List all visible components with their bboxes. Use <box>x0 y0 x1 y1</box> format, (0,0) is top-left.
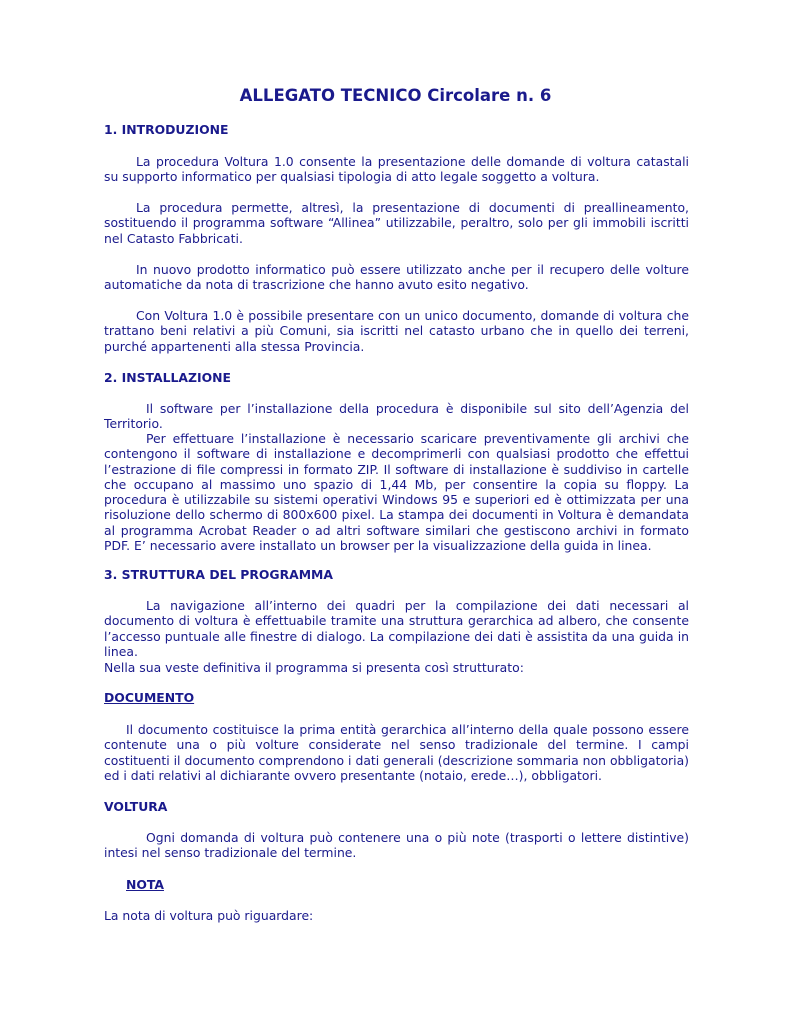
paragraph-install-1: Il software per l’installazione della procedura è disponibile sul sito dell’Agenzia del Territorio. <box>104 401 689 432</box>
heading-voltura: VOLTURA <box>104 799 168 814</box>
heading-introduzione: 1. INTRODUZIONE <box>104 122 229 137</box>
heading-nota-text: NOTA <box>126 877 164 892</box>
heading-struttura: 3. STRUTTURA DEL PROGRAMMA <box>104 567 333 582</box>
paragraph-voltura: Ogni domanda di voltura può contenere una o più note (trasporti o lettere distintive) intesi nel senso tradizionale del termine. <box>104 830 689 861</box>
paragraph-intro-1: La procedura Voltura 1.0 consente la presentazione delle domande di voltura catastali su supporto informatico per qualsiasi tipologia di atto legale soggetto a voltura. <box>104 154 689 185</box>
paragraph-nota: La nota di voltura può riguardare: <box>104 908 314 923</box>
heading-nota <box>126 877 689 892</box>
paragraph-struttura-2: Nella sua veste definitiva il programma si presenta così strutturato: <box>104 660 524 675</box>
paragraph-intro-4: Con Voltura 1.0 è possibile presentare con un unico documento, domande di voltura che trattano beni relativi a più Comuni, sia iscritti nel catasto urbano che in quello dei terreni, purché appartenenti alla stessa Provincia. <box>104 308 689 354</box>
document-title: ALLEGATO TECNICO Circolare n. 6 <box>239 86 552 105</box>
paragraph-intro-3: In nuovo prodotto informatico può essere utilizzato anche per il recupero delle volture automatiche da nota di trascrizione che hanno avuto esito negativo. <box>104 262 689 293</box>
heading-documento: DOCUMENTO <box>104 690 195 705</box>
paragraph-documento: Il documento costituisce la prima entità gerarchica all’interno della quale possono essere contenute una o più volture considerate nel senso tradizionale del termine. I campi costituenti il documento comprendono i dati generali (descrizione sommaria non obbligatoria) ed i dati relativi al dichiarante ovvero presentante (notaio, erede…), obbligatori. <box>104 722 689 783</box>
paragraph-install-2: Per effettuare l’installazione è necessario scaricare preventivamente gli archivi che contengono il software di installazione e decomprimerli con qualsiasi prodotto che effettui l’estrazione di file compressi in formato ZIP. Il software di installazione è suddiviso in cartelle che occupano al massimo uno spazio di 1,44 Mb, per consentire la copia su floppy. La procedura è utilizzabile su sistemi operativi Windows 95 e superiori ed è ottimizzata per una risoluzione dello schermo di 800x600 pixel. La stampa dei documenti in Voltura è demandata al programma Acrobat Reader o ad altri software similari che gestiscono archivi in formato PDF. E’ necessario avere installato un browser per la visualizzazione della guida in linea. <box>104 431 689 554</box>
paragraph-struttura-1: La navigazione all’interno dei quadri per la compilazione dei dati necessari al documento di voltura è effettuabile tramite una struttura gerarchica ad albero, che consente l’accesso puntuale alle finestre di dialogo. La compilazione dei dati è assistita da una guida in linea. <box>104 598 689 659</box>
paragraph-intro-2: La procedura permette, altresì, la presentazione di documenti di preallineamento, sostituendo il programma software “Allinea” utilizzabile, peraltro, solo per gli immobili iscritti nel Catasto Fabbricati. <box>104 200 689 246</box>
heading-installazione: 2. INSTALLAZIONE <box>104 370 231 385</box>
